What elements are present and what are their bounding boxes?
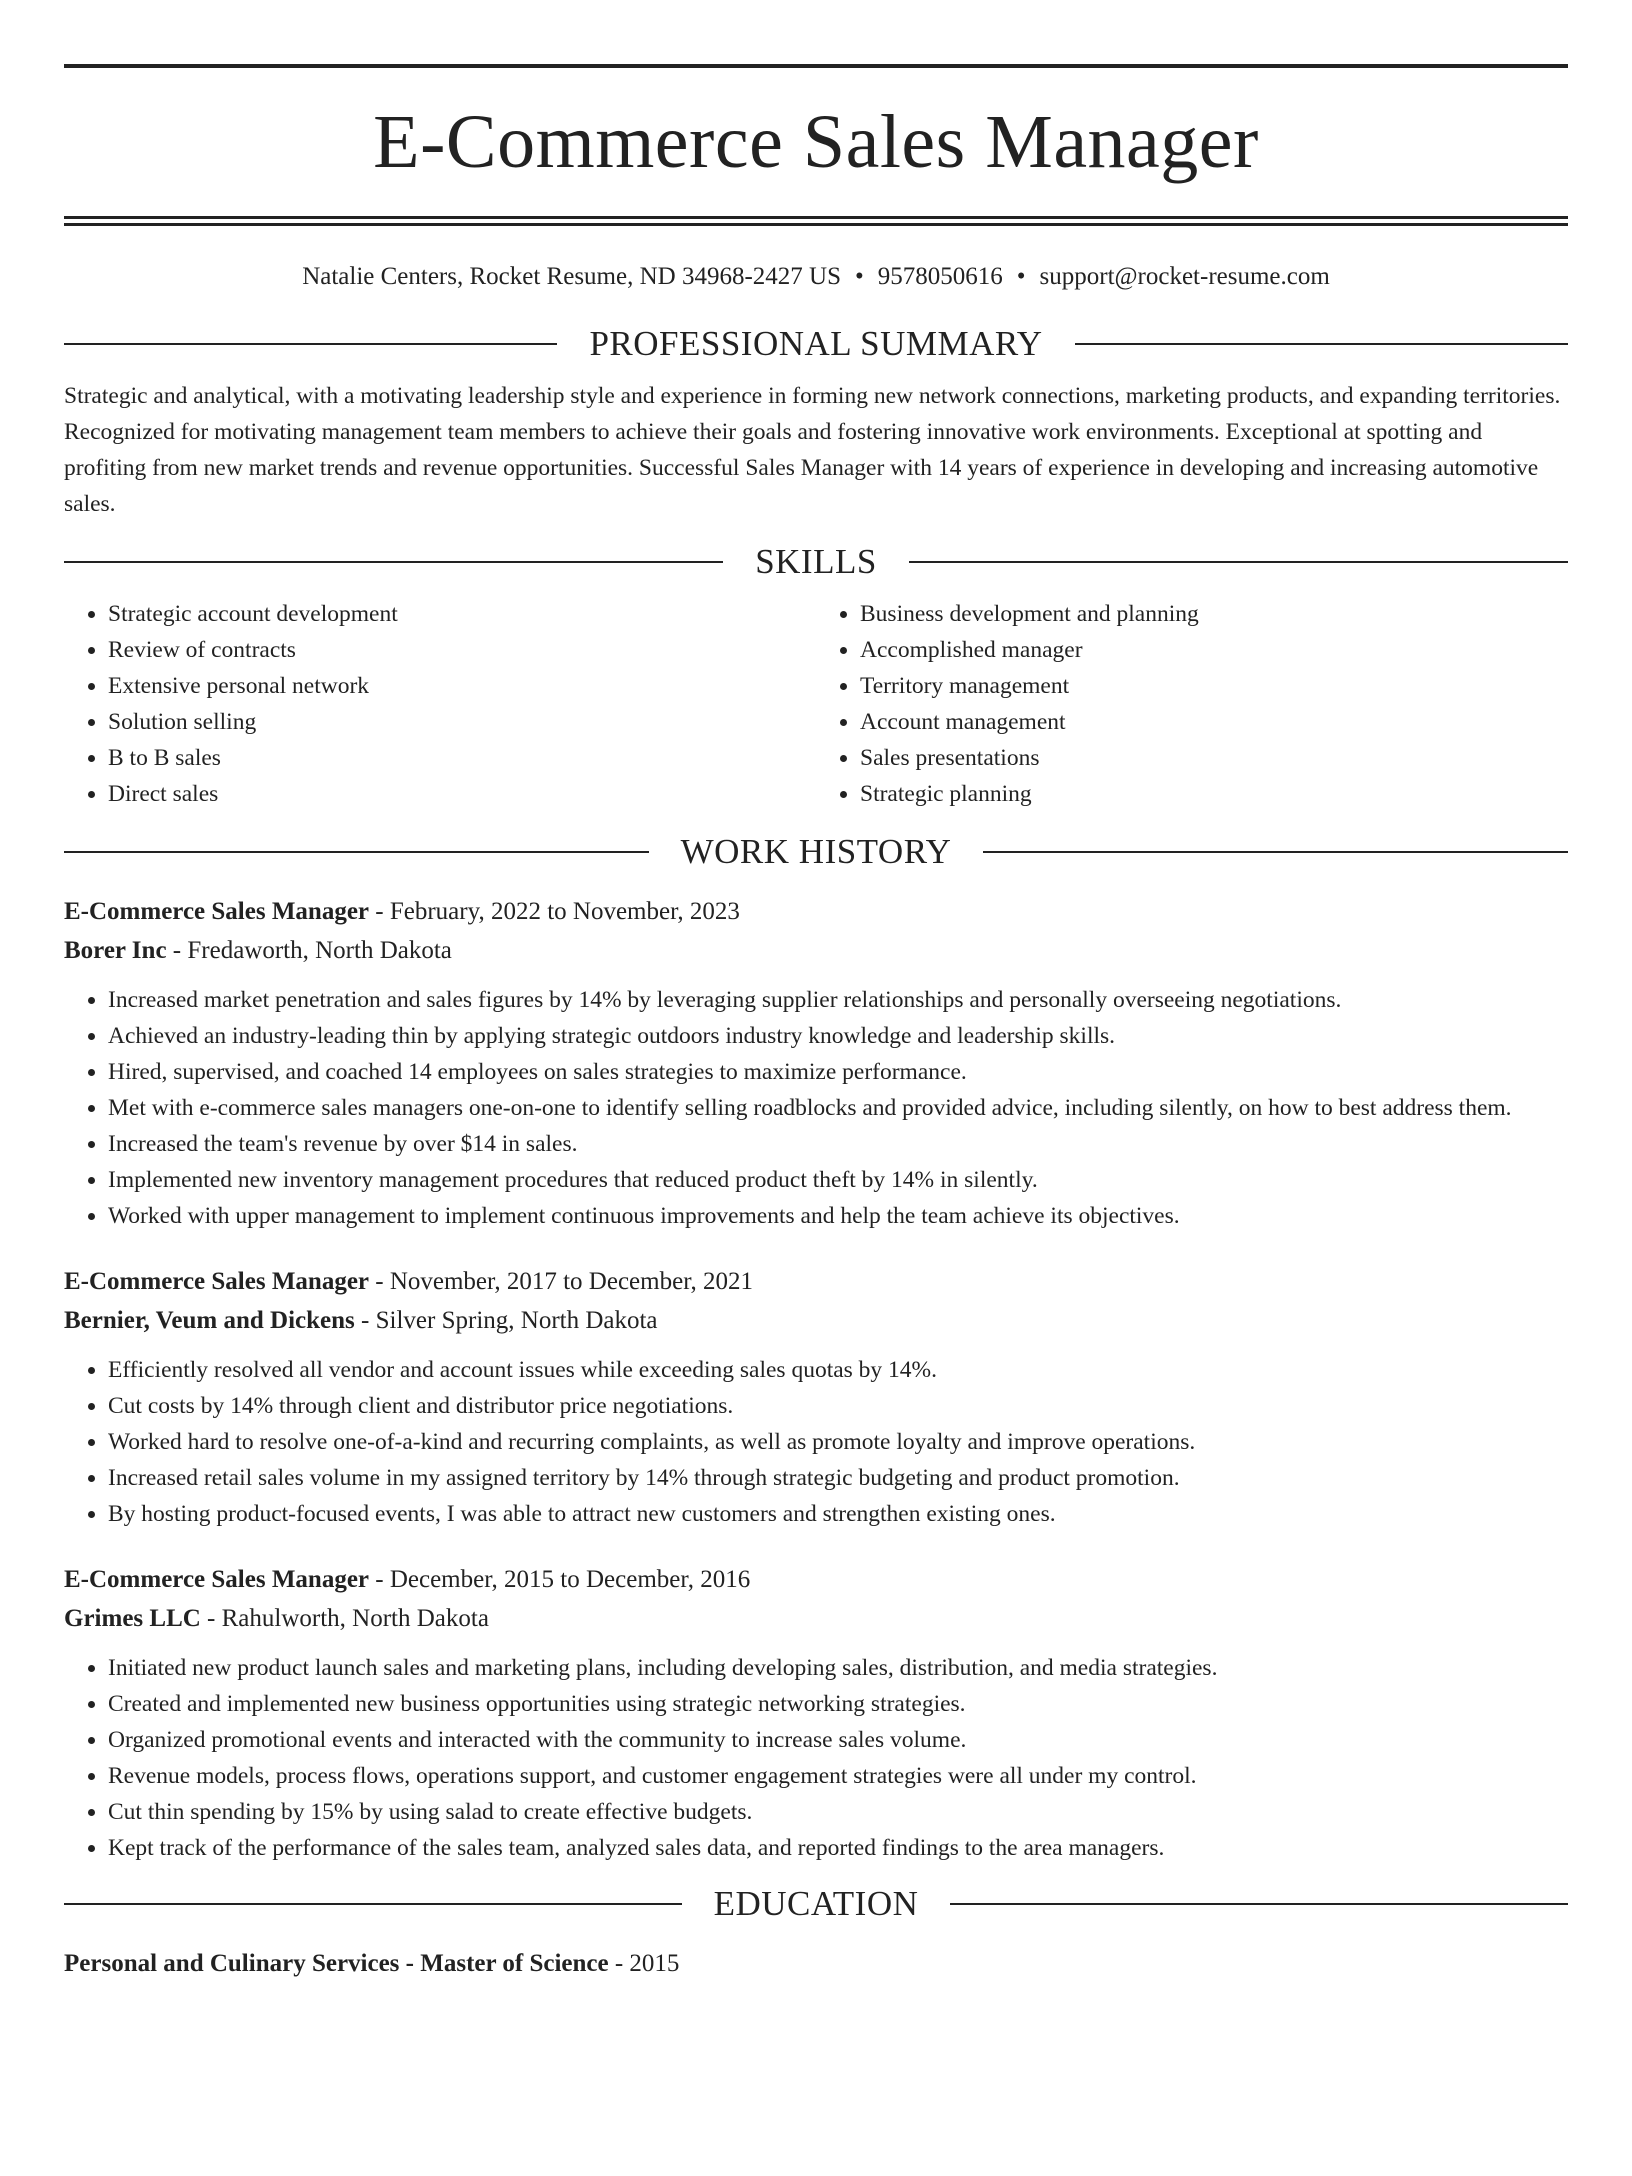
skill-item: • Accomplished manager — [860, 632, 1568, 668]
job-company-line — [64, 1599, 1568, 1638]
education-entry — [64, 1944, 1568, 1983]
job-bullet: • Increased market penetration and sales figures by 14% by leveraging supplier relationships and personally overseeing negotiations. — [108, 982, 1568, 1018]
heading-rule-right — [983, 851, 1568, 853]
job-entry — [64, 1560, 1568, 1866]
summary-heading-label: PROFESSIONAL SUMMARY — [589, 324, 1043, 363]
heading-rule-right — [950, 1903, 1568, 1905]
job-title: E-Commerce Sales Manager — [64, 1268, 370, 1295]
work-heading — [64, 830, 1568, 874]
job-location: - Fredaworth, North Dakota — [172, 937, 452, 964]
heading-rule-left — [64, 561, 723, 563]
job-title: E-Commerce Sales Manager — [64, 1566, 370, 1593]
skill-item: • B to B sales — [108, 740, 816, 776]
job-bullet: • Increased retail sales volume in my assigned territory by 14% through strategic budgeting and product promotion. — [108, 1460, 1568, 1496]
job-location: - Rahulworth, North Dakota — [207, 1605, 489, 1632]
job-bullet: • Cut thin spending by 15% by using salad to create effective budgets. — [108, 1794, 1568, 1830]
skills-list — [64, 596, 1568, 812]
job-company: Grimes LLC — [64, 1605, 201, 1632]
job-title-line — [64, 892, 1568, 931]
job-bullets — [64, 982, 1568, 1234]
contact-separator: • — [1016, 263, 1026, 290]
skill-item: • Business development and planning — [860, 596, 1568, 632]
skill-item: • Strategic planning — [860, 776, 1568, 812]
contact-email: support@rocket-resume.com — [1039, 263, 1330, 290]
top-rule — [64, 64, 1568, 68]
job-title-line — [64, 1560, 1568, 1599]
resume-page — [0, 64, 1632, 2176]
job-bullets — [64, 1650, 1568, 1866]
job-bullet: • Cut costs by 14% through client and distributor price negotiations. — [108, 1388, 1568, 1424]
summary-heading — [64, 322, 1568, 366]
job-company: Bernier, Veum and Dickens — [64, 1307, 355, 1334]
skill-item: • Extensive personal network — [108, 668, 816, 704]
contact-address: Natalie Centers, Rocket Resume, ND 34968-2427 US — [302, 263, 841, 290]
job-bullet: • Achieved an industry-leading thin by applying strategic outdoors industry knowledge and leadership skills. — [108, 1018, 1568, 1054]
skill-item: • Strategic account development — [108, 596, 816, 632]
skills-column-right — [816, 596, 1568, 812]
heading-rule-right — [909, 561, 1568, 563]
skills-heading — [64, 540, 1568, 584]
education-heading-label: EDUCATION — [713, 1884, 919, 1923]
job-bullet: • Hired, supervised, and coached 14 employees on sales strategies to maximize performance. — [108, 1054, 1568, 1090]
skills-column-left — [64, 596, 816, 812]
job-bullets — [64, 1352, 1568, 1532]
resume-title: E-Commerce Sales Manager — [373, 100, 1259, 184]
skill-item: • Solution selling — [108, 704, 816, 740]
job-bullet: • Organized promotional events and interacted with the community to increase sales volume. — [108, 1722, 1568, 1758]
heading-rule-left — [64, 343, 557, 345]
skills-heading-label: SKILLS — [755, 542, 877, 581]
job-bullet: • Efficiently resolved all vendor and account issues while exceeding sales quotas by 14%. — [108, 1352, 1568, 1388]
job-entry — [64, 892, 1568, 1234]
skill-item: • Direct sales — [108, 776, 816, 812]
job-entry — [64, 1262, 1568, 1532]
job-title: E-Commerce Sales Manager — [64, 898, 370, 925]
education-heading — [64, 1882, 1568, 1926]
job-dates: - November, 2017 to December, 2021 — [375, 1268, 754, 1295]
job-location: - Silver Spring, North Dakota — [361, 1307, 658, 1334]
job-title-line — [64, 1262, 1568, 1301]
skill-item: • Sales presentations — [860, 740, 1568, 776]
education-degree: Personal and Culinary Services - Master of Science — [64, 1950, 609, 1977]
job-bullet: • Increased the team's revenue by over $14 in sales. — [108, 1126, 1568, 1162]
job-bullet: • Worked with upper management to implement continuous improvements and help the team achieve its objectives. — [108, 1198, 1568, 1234]
heading-rule-right — [1075, 343, 1568, 345]
job-bullet: • Worked hard to resolve one-of-a-kind and recurring complaints, as well as promote loyalty and improve operations. — [108, 1424, 1568, 1460]
skill-item: • Review of contracts — [108, 632, 816, 668]
job-bullet: • Met with e-commerce sales managers one-on-one to identify selling roadblocks and provided advice, including silently, on how to best address them. — [108, 1090, 1568, 1126]
job-dates: - December, 2015 to December, 2016 — [375, 1566, 751, 1593]
skill-item: • Account management — [860, 704, 1568, 740]
heading-rule-left — [64, 851, 649, 853]
job-dates: - February, 2022 to November, 2023 — [375, 898, 740, 925]
summary-text: Strategic and analytical, with a motivating leadership style and experience in forming new network connections, marketing products, and expanding territories. Recognized for motivating management team members to achieve their goals and fostering innovative work environments. Exceptional at spotting and profiting from new market trends and revenue opportunities. Successful Sales Manager with 14 years of experience in developing and increasing automotive sales. — [64, 383, 1561, 517]
contact-line — [64, 260, 1568, 294]
job-bullet: • By hosting product-focused events, I was able to attract new customers and strengthen existing ones. — [108, 1496, 1568, 1532]
job-bullet: • Created and implemented new business opportunities using strategic networking strategies. — [108, 1686, 1568, 1722]
job-bullet: • Initiated new product launch sales and marketing plans, including developing sales, distribution, and media strategies. — [108, 1650, 1568, 1686]
skill-item: • Territory management — [860, 668, 1568, 704]
heading-rule-left — [64, 1903, 682, 1905]
title-double-rule — [64, 216, 1568, 226]
work-heading-label: WORK HISTORY — [680, 832, 952, 871]
contact-phone: 9578050616 — [877, 263, 1003, 290]
job-company-line — [64, 931, 1568, 970]
job-bullet: • Revenue models, process flows, operations support, and customer engagement strategies were all under my control. — [108, 1758, 1568, 1794]
contact-separator: • — [854, 263, 864, 290]
job-company: Borer Inc — [64, 937, 167, 964]
job-company-line — [64, 1301, 1568, 1340]
job-bullet: • Kept track of the performance of the sales team, analyzed sales data, and reported findings to the area managers. — [108, 1830, 1568, 1866]
job-bullet: • Implemented new inventory management procedures that reduced product theft by 14% in silently. — [108, 1162, 1568, 1198]
education-year: - 2015 — [614, 1950, 680, 1977]
